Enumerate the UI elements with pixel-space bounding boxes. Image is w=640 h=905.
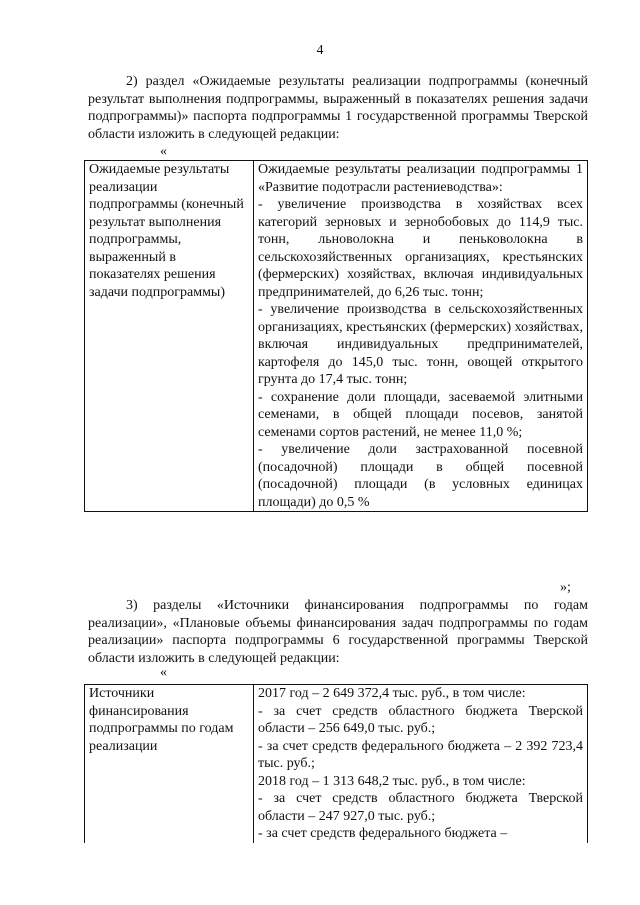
table-row [85,161,588,512]
table1-right-item: - сохранение доли площади, засеваемой элитными семенами, в общей площади посевов, занятой семенами сортов растений, не менее 11,0 %; [258,389,583,440]
table2-right-item: 2018 год – 1 313 648,2 тыс. руб., в том числе: [258,773,526,789]
table2-right-item: - за счет средств федерального бюджета – 2 392 723,4 тыс. руб.; [258,738,583,771]
table2-right-item: 2017 год – 2 649 372,4 тыс. руб., в том числе: [258,686,526,701]
table1-right-item: - увеличение производства в сельскохозяйственных организациях, крестьянских (фермерских) хозяйствах, включая индивидуальных предпринимателей, картофеля до 145,0 тыс. тонн, овощей открытого грунта до 17,4 тыс. тонн; [258,302,584,387]
table1-left-cell: Ожидаемые результаты реализации подпрограммы (конечный результат выполнения подпрограммы, выраженный в показателях решения задачи подпрограммы) [85,161,254,512]
page-number: 4 [316,43,324,58]
table2-left-cell: Источники финансирования подпрограммы по годам реализации [85,685,254,843]
quote-close-1: »; [560,580,571,595]
paragraph-section-3: 3) разделы «Источники финансирования подпрограммы по годам реализации», «Плановые объемы финансирования задач подпрограммы по годам реализации» паспорта подпрограммы 6 государственной программы Тверской области изложить в следующей редакции: [88,598,588,666]
table2-right-cell [254,685,588,843]
table2-right-item: - за счет средств областного бюджета Тверской области – 247 927,0 тыс. руб.; [258,791,583,824]
table2-right-item: - за счет средств областного бюджета Тверской области – 256 649,0 тыс. руб.; [258,703,583,736]
table-row [85,685,588,843]
table1-right-item: - увеличение доли застрахованной посевной (посадочной) площади в общей посевной (посадочной) площади (в условных единицах площади) до 0,5 % [258,442,583,510]
table1-right-item: Ожидаемые результаты реализации подпрограммы 1 «Развитие подотрасли растениеводства»: [258,162,583,195]
quote-open-2: « [160,665,167,680]
quote-open-1: « [160,144,167,159]
expected-results-table [84,160,588,512]
table1-right-item: - увеличение производства в хозяйствах всех категорий зерновых и зернобобовых до 114,9 тыс. тонн, льноволокна и пеньковолокна в сельскохозяйственных организациях, крестьянских (фермерских) хозяйствах, включая индивидуальных предпринимателей, до 6,26 тыс. тонн; [258,197,583,300]
table2-right-item: - за счет средств федерального бюджета – [258,826,508,841]
financing-table [84,684,588,843]
table1-right-cell [254,161,588,512]
paragraph-section-2: 2) раздел «Ожидаемые результаты реализации подпрограммы (конечный результат выполнения подпрограммы, выраженный в показателях решения задачи подпрограммы)» паспорта подпрограммы 1 государственной программы Тверской области изложить в следующей редакции: [88,74,588,142]
